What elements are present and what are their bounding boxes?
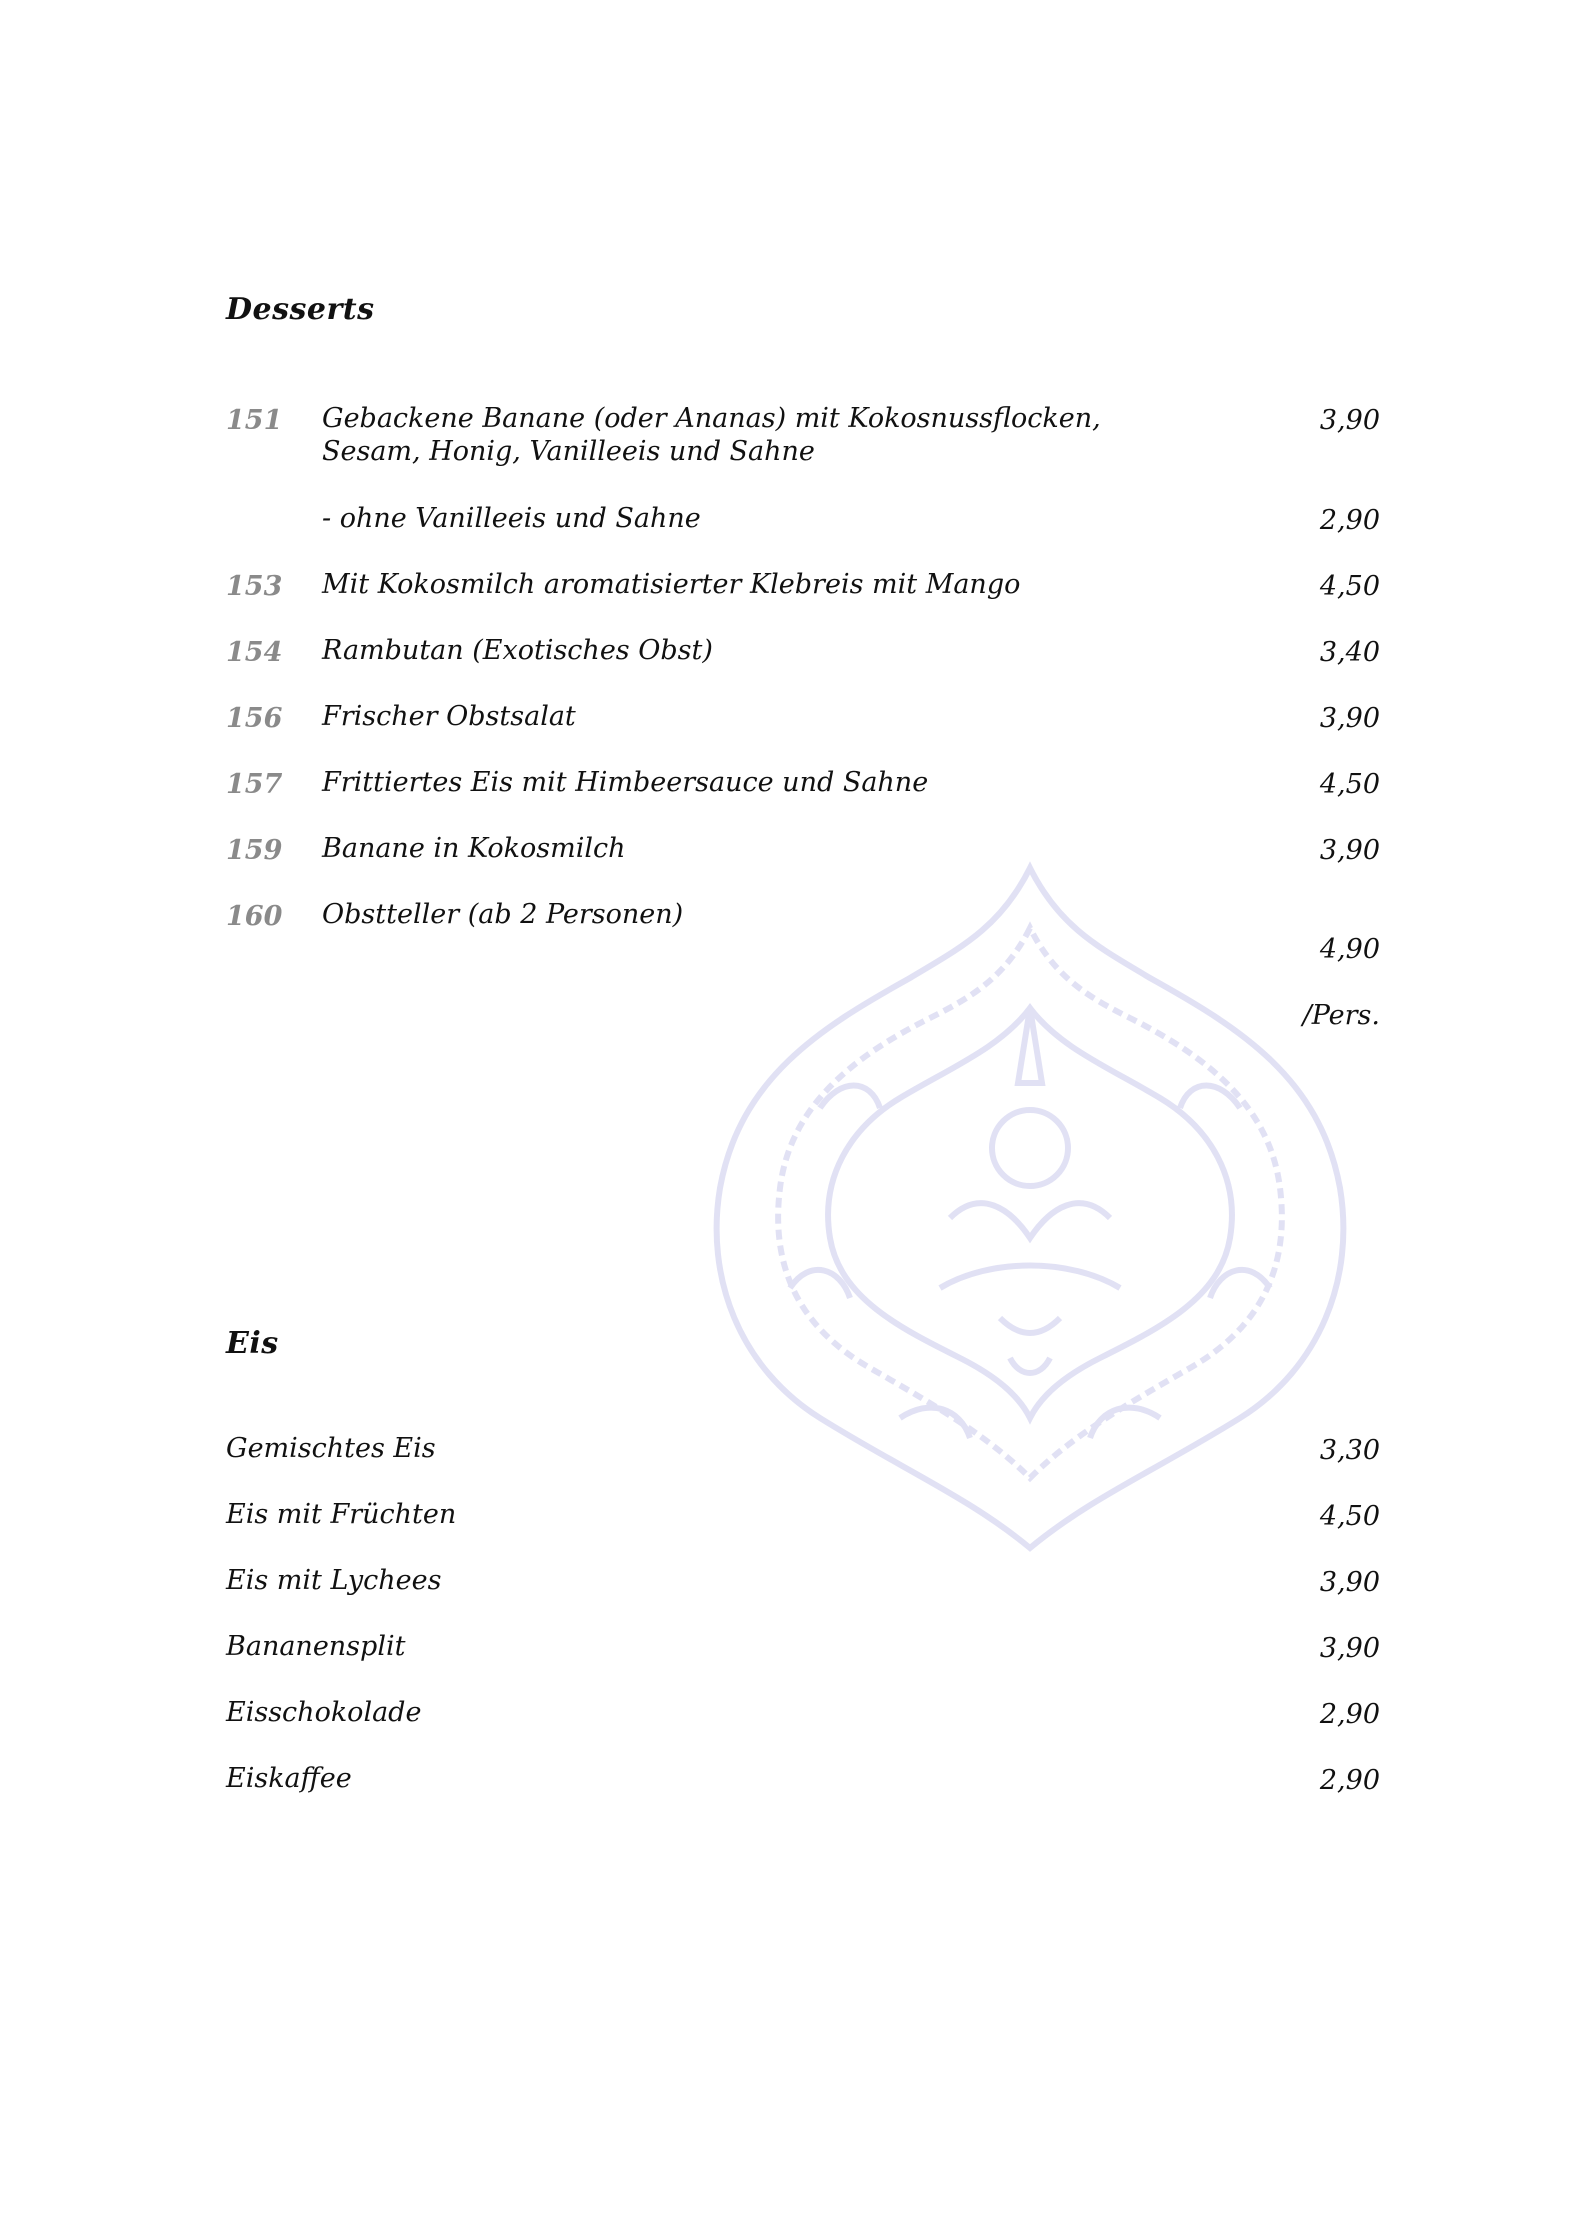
item-number: 151	[226, 405, 283, 436]
item-description: Gemischtes Eis	[226, 1433, 436, 1464]
item-number: 153	[226, 571, 283, 602]
item-description: Eisschokolade	[226, 1697, 422, 1728]
item-number: 154	[226, 637, 283, 668]
item-price: 3,40	[1319, 637, 1380, 668]
item-description: Bananensplit	[226, 1631, 406, 1662]
item-price-unit: /Pers.	[1302, 1000, 1380, 1031]
item-description: Rambutan (Exotisches Obst)	[322, 635, 713, 666]
item-description: Eis mit Lychees	[226, 1565, 442, 1596]
section-title-desserts: Desserts	[226, 292, 375, 327]
section-title-eis: Eis	[226, 1326, 279, 1361]
item-description: Gebackene Banane (oder Ananas) mit Kokosnussflocken, Sesam, Honig, Vanilleeis und Sahne	[322, 403, 1101, 467]
item-description: Banane in Kokosmilch	[322, 833, 626, 864]
item-number: 160	[226, 901, 283, 932]
item-price: 3,90	[1319, 835, 1380, 866]
item-number: 159	[226, 835, 283, 866]
item-description: Frischer Obstsalat	[322, 701, 576, 732]
item-price: 3,90	[1319, 703, 1380, 734]
item-price: 4,50	[1319, 769, 1380, 800]
item-description: Eis mit Früchten	[226, 1499, 457, 1530]
item-price: 4,50	[1319, 1501, 1380, 1532]
item-description: Mit Kokosmilch aromatisierter Klebreis mit Mango	[322, 569, 1021, 600]
item-number: 157	[226, 769, 283, 800]
item-price: 2,90	[1319, 1765, 1380, 1796]
item-description: Frittiertes Eis mit Himbeersauce und Sahne	[322, 767, 929, 798]
item-price: 3,90	[1319, 1633, 1380, 1664]
item-price: 4,50	[1319, 571, 1380, 602]
item-price: 3,90	[1319, 405, 1380, 436]
item-price	[1303, 900, 1380, 1032]
item-description: Eiskaffee	[226, 1763, 352, 1794]
item-price: 2,90	[1319, 1699, 1380, 1730]
item-description: Obstteller (ab 2 Personen)	[322, 899, 684, 930]
item-description: - ohne Vanilleeis und Sahne	[322, 503, 701, 534]
item-number: 156	[226, 703, 283, 734]
item-price: 3,90	[1319, 1567, 1380, 1598]
item-price: 3,30	[1319, 1435, 1380, 1466]
item-price: 2,90	[1319, 505, 1380, 536]
item-price-value: 4,90	[1319, 934, 1380, 965]
